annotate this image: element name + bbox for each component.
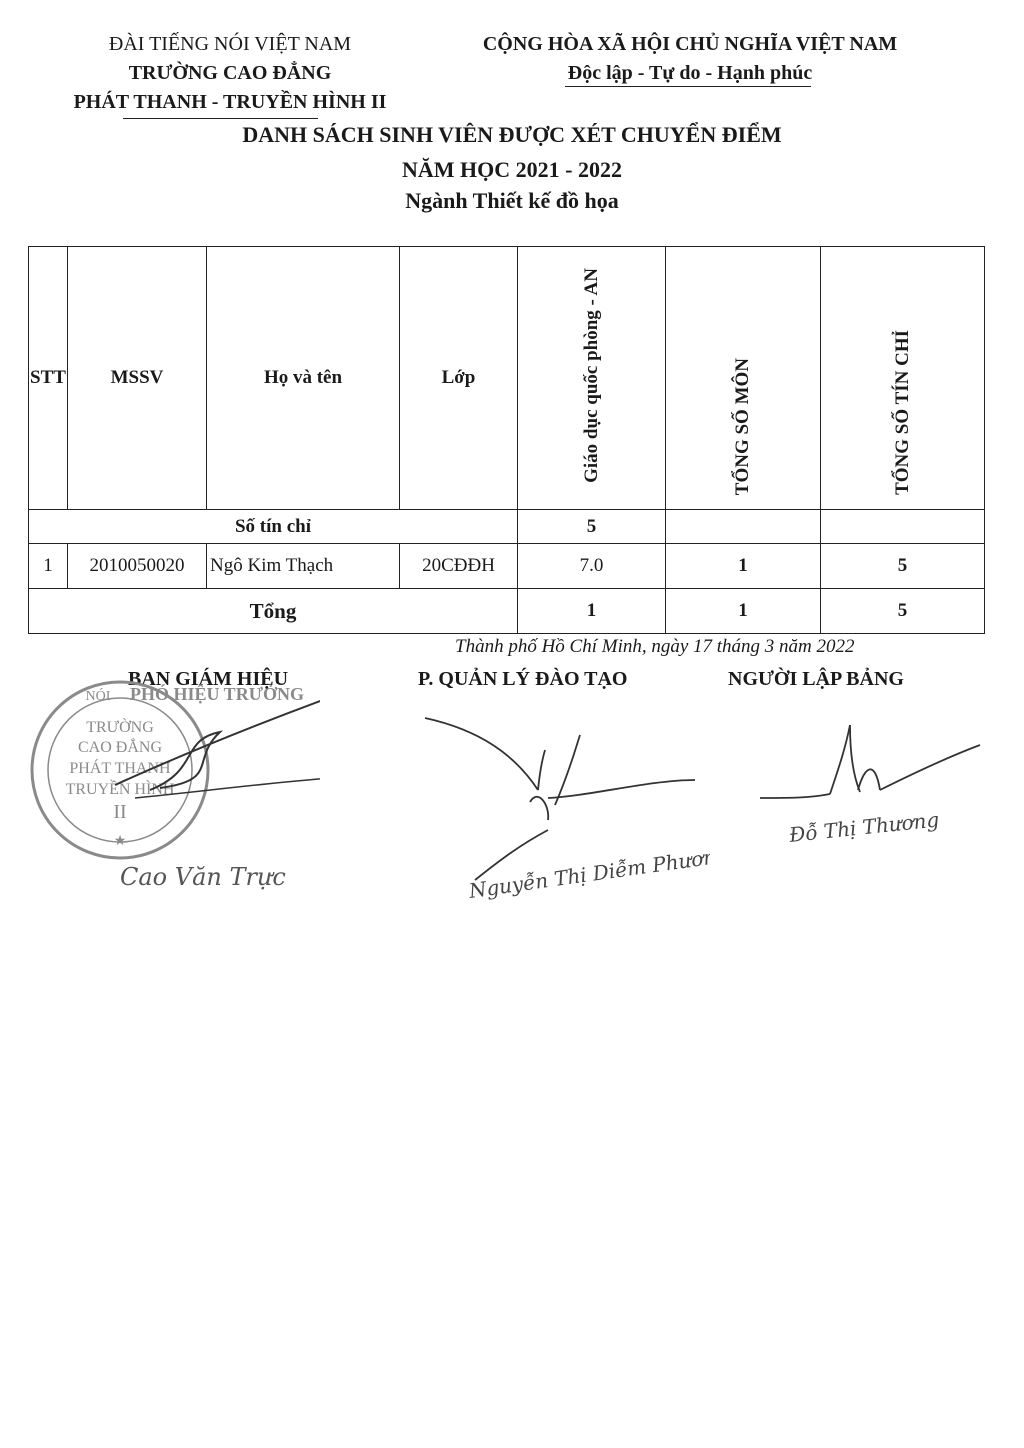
student-table bbox=[28, 246, 985, 634]
school-name-line1: TRƯỜNG CAO ĐẲNG bbox=[128, 62, 332, 84]
header-subject-cell bbox=[518, 247, 666, 510]
header-name: Họ và tên bbox=[207, 247, 400, 510]
total-subject: 1 bbox=[518, 589, 666, 634]
svg-text:Cao Văn Trực: Cao Văn Trực bbox=[120, 863, 286, 891]
row-mssv: 2010050020 bbox=[68, 544, 207, 589]
creator-signature bbox=[750, 720, 990, 880]
date-line: Thành phố Hồ Chí Minh, ngày 17 tháng 3 năm 2022 bbox=[455, 636, 855, 657]
credits-subject: 5 bbox=[518, 510, 666, 544]
svg-text:Đỗ Thị Thương: Đỗ Thị Thương bbox=[788, 807, 941, 847]
svg-text:PHÓ HIỆU TRƯỞNG: PHÓ HIỆU TRƯỞNG bbox=[130, 684, 305, 704]
document-title: DANH SÁCH SINH VIÊN ĐƯỢC XÉT CHUYỂN ĐIỂM bbox=[242, 122, 782, 147]
table-header-row bbox=[29, 247, 985, 510]
header-stt: STT bbox=[29, 247, 68, 510]
signature-icon bbox=[420, 710, 710, 910]
credits-total-subjects bbox=[666, 510, 821, 544]
country-name: CỘNG HÒA XÃ HỘI CHỦ NGHĨA VIỆT NAM bbox=[482, 33, 898, 55]
header-subject: Giáo dục quốc phòng - AN bbox=[580, 267, 602, 483]
seal-icon bbox=[20, 670, 320, 900]
header-total-subjects: TỔNG SỐ MÔN bbox=[732, 357, 753, 495]
header-mssv: MSSV bbox=[68, 247, 207, 510]
official-seal bbox=[20, 670, 320, 900]
row-stt: 1 bbox=[29, 544, 68, 589]
school-year: NĂM HỌC 2021 - 2022 bbox=[402, 157, 622, 182]
board-title: BAN GIÁM HIỆU bbox=[128, 668, 289, 690]
svg-text:TRƯỜNG: TRƯỜNG bbox=[86, 719, 154, 736]
total-label: Tổng bbox=[29, 589, 518, 634]
row-total-credits: 5 bbox=[821, 544, 985, 589]
training-signature bbox=[420, 710, 710, 910]
header-total-credits-cell bbox=[821, 247, 985, 510]
total-row bbox=[29, 589, 985, 634]
national-motto: Độc lập - Tự do - Hạnh phúc bbox=[567, 62, 813, 84]
major-name: Ngành Thiết kế đồ họa bbox=[405, 188, 619, 213]
row-class: 20CĐĐH bbox=[400, 544, 518, 589]
row-subject-score: 7.0 bbox=[518, 544, 666, 589]
signature-icon bbox=[750, 720, 990, 880]
creator-title: NGƯỜI LẬP BẢNG bbox=[728, 668, 904, 690]
header-total-subjects-cell bbox=[666, 247, 821, 510]
agency-name: ĐÀI TIẾNG NÓI VIỆT NAM bbox=[108, 33, 352, 55]
training-title: P. QUẢN LÝ ĐÀO TẠO bbox=[418, 668, 628, 690]
row-total-subjects: 1 bbox=[666, 544, 821, 589]
svg-text:II: II bbox=[113, 801, 127, 823]
svg-text:PHÁT THANH: PHÁT THANH bbox=[69, 760, 171, 777]
credits-label: Số tín chỉ bbox=[29, 510, 518, 544]
total-total-subjects: 1 bbox=[666, 589, 821, 634]
header-total-credits: TỔNG SỐ TÍN CHỈ bbox=[891, 330, 913, 495]
credits-total-credits bbox=[821, 510, 985, 544]
header-class: Lớp bbox=[400, 247, 518, 510]
school-underline bbox=[123, 118, 318, 119]
svg-text:NÓI: NÓI bbox=[85, 689, 111, 704]
svg-text:★: ★ bbox=[113, 834, 127, 849]
school-name-line2: PHÁT THANH - TRUYỀN HÌNH II bbox=[73, 91, 387, 113]
total-total-credits: 5 bbox=[821, 589, 985, 634]
table-row bbox=[29, 544, 985, 589]
row-name: Ngô Kim Thạch bbox=[207, 544, 400, 589]
motto-underline bbox=[565, 86, 811, 87]
svg-text:TRUYỀN HÌNH: TRUYỀN HÌNH bbox=[65, 781, 175, 798]
svg-text:Nguyễn Thị Diễm Phương: Nguyễn Thị Diễm Phương bbox=[467, 842, 710, 903]
svg-text:CAO ĐẲNG: CAO ĐẲNG bbox=[78, 739, 162, 756]
credits-row bbox=[29, 510, 985, 544]
